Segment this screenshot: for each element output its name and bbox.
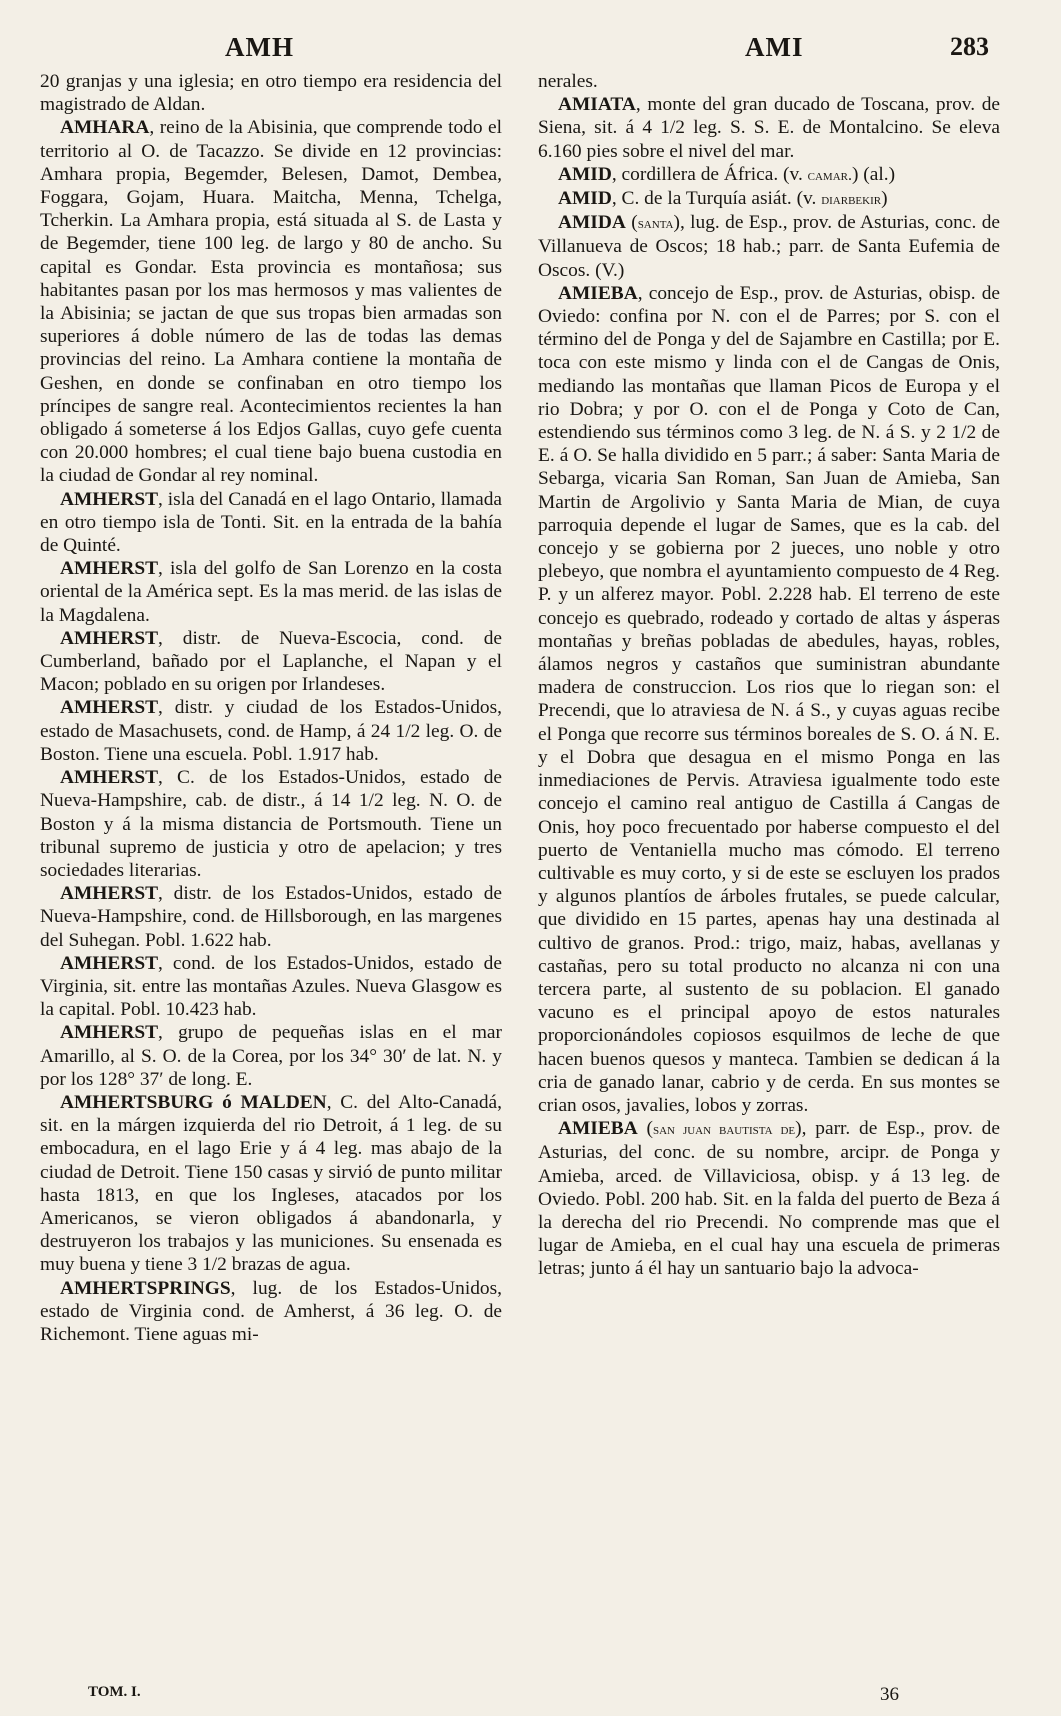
entry-text: , distr. de Nueva-Escocia, cond. de Cumberland, bañado por el Laplanche, el Napan y el Macon; poblado en su origen por Irlandeses. [40,627,502,696]
entry-headword: AMHERST [60,558,159,580]
dictionary-entry [538,163,1000,187]
entry-text: , isla del golfo de San Lorenzo en la costa oriental de la América sept. Es la mas merid. de las islas de la Magdalena. [40,558,502,626]
entry-headword: AMHERST [60,697,159,719]
entry-headword: AMHERTSBURG ó MALDEN [60,1091,327,1113]
entry-text: , cordillera de África. (v. [611,163,808,185]
dictionary-entry [40,882,502,952]
entry-headword: AMIDA [558,212,626,234]
entry-headword: AMHARA [60,117,150,139]
dictionary-entry [40,488,502,558]
entry-text: , cond. de los Estados-Unidos, estado de Virginia, sit. entre las montañas Azules. Nueva Glasgow es la capital. Pobl. 10.423 hab. [40,952,502,1021]
running-head-left: AMH [225,32,294,62]
catchword: 36 [880,1684,899,1705]
dictionary-entry [40,952,502,1022]
entry-headword: AMID [558,188,612,210]
cross-reference: diarbekir [821,191,882,209]
dictionary-entry [40,1277,502,1347]
entry-headword: AMHERST [60,1022,159,1044]
dictionary-entry [40,116,502,487]
dictionary-entry [40,557,502,627]
entry-text: , lug. de los Estados-Unidos, estado de Virginia cond. de Amherst, á 36 leg. O. de Richemont. Tiene aguas mi- [40,1277,502,1345]
cross-reference: camar. [807,166,852,184]
entry-text: , distr. de los Estados-Unidos, estado de Nueva-Hampshire, cond. de Hillsborough, en las margenes del Suhegan. Pobl. 1.622 hab. [40,883,502,951]
dictionary-entry [538,1117,1000,1280]
entry-headword: AMID [558,163,612,185]
page-number: 283 [950,32,989,61]
cross-reference: san juan bautista de [653,1121,796,1139]
dictionary-entry [40,627,502,697]
entry-text: ( [637,1118,653,1140]
dictionary-entry [538,211,1000,282]
entry-headword: AMIEBA [558,1118,638,1140]
entry-text: , C. de la Turquía asiát. (v. [611,188,822,210]
entry-text: , isla del Canadá en el lago Ontario, llamada en otro tiempo isla de Tonti. Sit. en la entrada de la bahía de Quinté. [40,488,502,557]
entry-text: , grupo de pequeñas islas en el mar Amarillo, al S. O. de la Corea, por los 34° 30′ de lat. N. y por los 128° 37′ de long. E. [40,1022,502,1090]
entry-headword: AMHERST [60,952,159,974]
cross-reference: santa [637,215,674,233]
signature-mark: TOM. I. [88,1684,141,1700]
entry-headword: AMIATA [558,94,636,116]
running-head-right: AMI [745,32,804,62]
left-column [40,70,502,1346]
entry-headword: AMIEBA [558,282,638,304]
dictionary-entry [538,70,1000,93]
entry-text: 20 granjas y una iglesia; en otro tiempo era residencia del magistrado de Aldan. [40,71,502,116]
entry-text-tail: ), lug. de Esp., prov. de Asturias, conc. de Villanueva de Oscos; 18 hab.; parr. de Santa Eufemia de Oscos. (V.) [538,212,1000,281]
entry-headword: AMHERST [60,488,159,510]
entry-text: nerales. [538,71,598,92]
dictionary-entry [538,282,1000,1117]
entry-text: , concejo de Esp., prov. de Asturias, obisp. de Oviedo: confina por N. con el de Parres; por S. con el término del de Ponga y del de Sajambre en Castilla; por E. toca con este mismo y linda con el de Cangas de Onis, mediando las montañas que llaman Picos de Europa y el rio Dobra; y por O. con el de Ponga y Coto de Can, estendiendo sus términos como 3 leg. de N. á S. y 2 1/2 de E. á O. Se halla dividido en 5 parr.; á saber: Santa Maria de Sebarga, vicaria San Roman, San Juan de Amieba, San Martin de Argolivio y Santa Maria de Mian, de cuya parroquia depende el lugar de Sames, que es la cab. del concejo y se gobierna por 2 jueces, uno noble y otro plebeyo, que nombra el ayuntamiento compuesto de 4 Reg. P. y un alferez mayor. Pobl. 2.228 hab. El terreno de este concejo es quebrado, rodeado y cortado de altas y ásperas montañas y breñas pobladas de abedules, hayas, robles, álamos negros y castaños que suministran abundante madera de construccion. Los rios que lo riegan son: el Precendi, que lo atraviesa de N. á S., y cuyas aguas recibe el Ponga que recorre sus términos boreales de S. O. á N. E. y el Dobra que desagua en el mismo Ponga en las inmediaciones de Pervis. Atraviesa igualmente todo este concejo el camino real antiguo de Castilla á Cangas de Onis, hoy poco frecuentado por haberse compuesto el del puerto de Ventaniella mucho mas cómodo. El terreno cultivable es muy corto, y si de este se escluyen los prados y algunos plantíos de árboles frutales, se puede calcular, que dividido en 15 partes, apenas hay una destinada al cultivo de granos. Prod.: trigo, maiz, habas, avellanas y castañas, pero su total producto no alcanza ni con una tercera parte, al sustento de su poblacion. El ganado vacuno es el principal apoyo de estos naturales proporcionándoles copiosos esquilmos de leche de que hacen buenos quesos y manteca. Tambien se dedican á la cria de ganado lanar, cabrio y de cerda. En sus montes se crian osos, javalies, lobos y zorras. [538,282,1000,1116]
dictionary-entry [40,766,502,882]
entry-text: , C. del Alto-Canadá, sit. en la márgen izquierda del rio Detroit, á 1 leg. de su embocadura, en el lago Erie y á 4 leg. mas abajo de la ciudad de Detroit. Tiene 150 casas y sirvió de punto militar hasta 1813, en que los Ingleses, atacados por los Americanos, se vieron obligados á abandonarla, y destruyeron los trabajos y las municiones. Su ensenada es muy buena y tiene 3 1/2 brazas de agua. [40,1091,502,1276]
dictionary-entry [40,70,502,116]
dictionary-entry [538,187,1000,211]
entry-text: , monte del gran ducado de Toscana, prov. de Siena, sit. á 4 1/2 leg. S. S. E. de Montalcino. Se eleva 6.160 pies sobre el nivel del mar. [538,94,1000,162]
entry-headword: AMHERST [60,627,159,649]
entry-text-tail: ), parr. de Esp., prov. de Asturias, del conc. de su nombre, arcipr. de Ponga y Amieba, arced. de Villaviciosa, obisp. y á 13 leg. de Oviedo. Pobl. 200 hab. Sit. en la falda del puerto de Beza á la derecha del rio Precendi. No comprende mas que el lugar de Amieba, en el cual hay una escuela de primeras letras; junto á él hay un santuario bajo la advoca- [538,1118,1000,1280]
dictionary-entry [40,696,502,766]
entry-text-tail: ) [881,188,888,210]
entry-headword: AMHERST [60,883,159,905]
entry-text: , reino de la Abisinia, que comprende todo el territorio al O. de Tacazzo. Se divide en 12 provincias: Amhara propia, Begemder, Belesen, Damot, Dembea, Foggara, Gojam, Huara. Maitcha, Menna, Tchelga, Tcherkin. La Amhara propia, está situada al S. de Lasta y de Begemder, tiene 100 leg. de largo y 80 de ancho. Su capital es Gondar. Esta provincia es montañosa; sus habitantes pasan por los mas hermosos y mas valientes de la Abisinia; se jactan de que sus tropas bien armadas son superiores á doble número de las de todas las demas provincias del reino. La Amhara contiene la montaña de Geshen, en donde se confinaban en otro tiempo los príncipes de sangre real. Acontecimientos recientes la han obligado á someterse á los Edjos Gallas, cuyo gefe cuenta con 20.000 hombres; el cual tiene bajo buena custodia en la ciudad de Gondar al rey nominal. [40,117,502,487]
entry-headword: AMHERTSPRINGS [60,1277,231,1299]
dictionary-entry [538,93,1000,163]
entry-text: , distr. y ciudad de los Estados-Unidos, estado de Masachusets, cond. de Hamp, á 24 1/2 leg. O. de Boston. Tiene una escuela. Pobl. 1.917 hab. [40,697,502,765]
dictionary-entry [40,1091,502,1277]
entry-text: , C. de los Estados-Unidos, estado de Nueva-Hampshire, cab. de distr., á 14 1/2 leg. N. O. de Boston y á la misma distancia de Portsmouth. Tiene un tribunal supremo de justicia y otro de apelacion; y tres sociedades literarias. [40,767,502,881]
entry-headword: AMHERST [60,767,159,789]
right-column [538,70,1000,1281]
dictionary-entry [40,1021,502,1091]
entry-text-tail: ) (al.) [851,163,896,185]
entry-text: ( [625,212,638,234]
